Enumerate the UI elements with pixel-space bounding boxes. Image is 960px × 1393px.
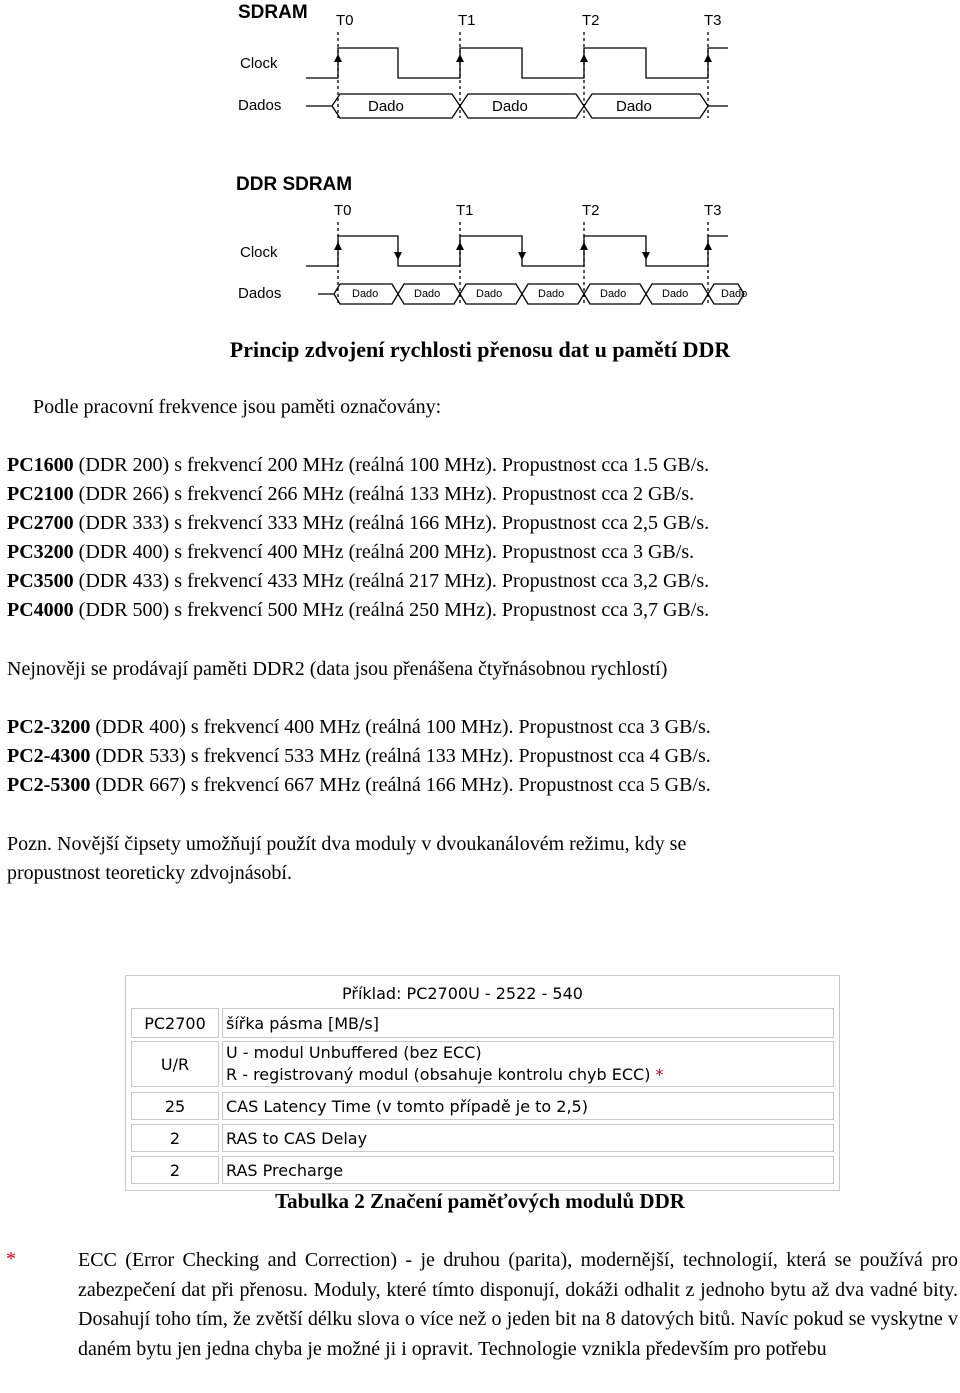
- sdram-tick-t0: T0: [336, 12, 354, 29]
- ddr-tick-t2: T2: [582, 202, 600, 219]
- ddr-data-cell: Dado: [600, 288, 627, 300]
- table-cell-code: 2: [131, 1156, 219, 1184]
- sdram-tick-t2: T2: [582, 12, 600, 29]
- ddr-clock-label: Clock: [240, 244, 278, 261]
- footnote-text: ECC (Error Checking and Correction) - je druhou (parita), modernější, technologií, která se používá pro zabezpečení dat při přenosu. Moduly, které tímto disponují, dokáži odhalit z jednoho bytu až dva vadné bity. Dosahují toho tím, že zvětší délku slova o více než o jeden bit na 8 datových bitů. Navíc pokud se vyskytne v daném bytu jen jedna chyba je možné ji i opravit. Technologie vznikla především pro potřebu: [78, 1249, 958, 1360]
- sdram-timing-diagram: [228, 0, 768, 130]
- sdram-tick-t1: T1: [458, 12, 476, 29]
- sdram-data-cell: Dado: [368, 98, 404, 115]
- table-cell-desc: CAS Latency Time (v tomto případě je to 2,5): [222, 1092, 834, 1120]
- example-table: [125, 975, 840, 1191]
- ddr-tick-t1: T1: [456, 202, 474, 219]
- list-item: PC3200 (DDR 400) s frekvencí 400 MHz (reálná 200 MHz). Propustnost cca 3 GB/s.: [7, 541, 695, 563]
- ddr-tick-t3: T3: [704, 202, 722, 219]
- list-item: PC1600 (DDR 200) s frekvencí 200 MHz (reálná 100 MHz). Propustnost cca 1.5 GB/s.: [7, 454, 710, 476]
- ddr2-intro: Nejnověji se prodávají paměti DDR2 (data jsou přenášena čtyřnásobnou rychlostí): [7, 658, 668, 680]
- sdram-data-label: Dados: [238, 97, 282, 114]
- ddr-tick-t0: T0: [334, 202, 352, 219]
- sdram-clock-label: Clock: [240, 55, 278, 72]
- ddr-data-label: Dados: [238, 285, 282, 302]
- table-cell-code: PC2700: [131, 1008, 219, 1038]
- ddr-data-cell: Dado: [352, 288, 379, 300]
- note-continuation: propustnost teoreticky zdvojnásobí.: [7, 862, 292, 884]
- ddr-data-cell: Dado: [476, 288, 503, 300]
- table-caption: Tabulka 2 Značení paměťových modulů DDR: [275, 1189, 685, 1213]
- module-name: PC3200: [7, 541, 74, 563]
- list-item: PC2-5300 (DDR 667) s frekvencí 667 MHz (reálná 166 MHz). Propustnost cca 5 GB/s.: [7, 774, 711, 796]
- list-item: PC2700 (DDR 333) s frekvencí 333 MHz (reálná 166 MHz). Propustnost cca 2,5 GB/s.: [7, 512, 710, 534]
- ddr-data-cell: Dado: [538, 288, 565, 300]
- list-item: PC3500 (DDR 433) s frekvencí 433 MHz (reálná 217 MHz). Propustnost cca 3,2 GB/s.: [7, 570, 710, 592]
- ddr-data-cell: Dado: [721, 288, 748, 300]
- module-name: PC2100: [7, 483, 74, 505]
- example-title: Příklad: PC2700U - 2522 - 540: [342, 984, 583, 1003]
- table-cell-code: 25: [131, 1092, 219, 1120]
- module-name: PC2700: [7, 512, 74, 534]
- note-label: Pozn.: [7, 833, 52, 855]
- ddr-data-cell: Dado: [414, 288, 441, 300]
- sdram-data-cell: Dado: [616, 98, 652, 115]
- sdram-title: SDRAM: [238, 2, 308, 23]
- table-cell-desc: šířka pásma [MB/s]: [222, 1008, 834, 1038]
- intro-text: Podle pracovní frekvence jsou paměti označovány:: [33, 396, 442, 418]
- module-name: PC4000: [7, 599, 74, 621]
- list-item: PC2-3200 (DDR 400) s frekvencí 400 MHz (reálná 100 MHz). Propustnost cca 3 GB/s.: [7, 716, 711, 738]
- figure-caption: Princip zdvojení rychlosti přenosu dat u pamětí DDR: [229, 337, 731, 362]
- module-name: PC2-4300: [7, 745, 91, 767]
- table-cell-code: 2: [131, 1124, 219, 1152]
- list-item: PC2100 (DDR 266) s frekvencí 266 MHz (reálná 133 MHz). Propustnost cca 2 GB/s.: [7, 483, 695, 505]
- table-cell-desc: RAS Precharge: [222, 1156, 834, 1184]
- module-name: PC1600: [7, 454, 74, 476]
- note-paragraph: Pozn. Novější čipsety umožňují použít dva moduly v dvoukanálovém režimu, kdy se: [7, 833, 687, 855]
- ddr-title: DDR SDRAM: [236, 174, 353, 195]
- table-cell-desc: U - modul Unbuffered (bez ECC) R - registrovaný modul (obsahuje kontrolu chyb ECC) *: [222, 1041, 834, 1087]
- module-name: PC2-5300: [7, 774, 91, 796]
- sdram-data-cell: Dado: [492, 98, 528, 115]
- table-cell-desc: RAS to CAS Delay: [222, 1124, 834, 1152]
- ecc-footnote-marker: *: [655, 1065, 664, 1084]
- table-cell-code: U/R: [131, 1041, 219, 1087]
- list-item: PC2-4300 (DDR 533) s frekvencí 533 MHz (reálná 133 MHz). Propustnost cca 4 GB/s.: [7, 745, 711, 767]
- ddr-timing-diagram: [228, 172, 768, 312]
- footnote-marker: *: [6, 1248, 16, 1270]
- list-item: PC4000 (DDR 500) s frekvencí 500 MHz (reálná 250 MHz). Propustnost cca 3,7 GB/s.: [7, 599, 710, 621]
- module-name: PC2-3200: [7, 716, 91, 738]
- ddr-data-cell: Dado: [662, 288, 689, 300]
- sdram-tick-t3: T3: [704, 12, 722, 29]
- module-name: PC3500: [7, 570, 74, 592]
